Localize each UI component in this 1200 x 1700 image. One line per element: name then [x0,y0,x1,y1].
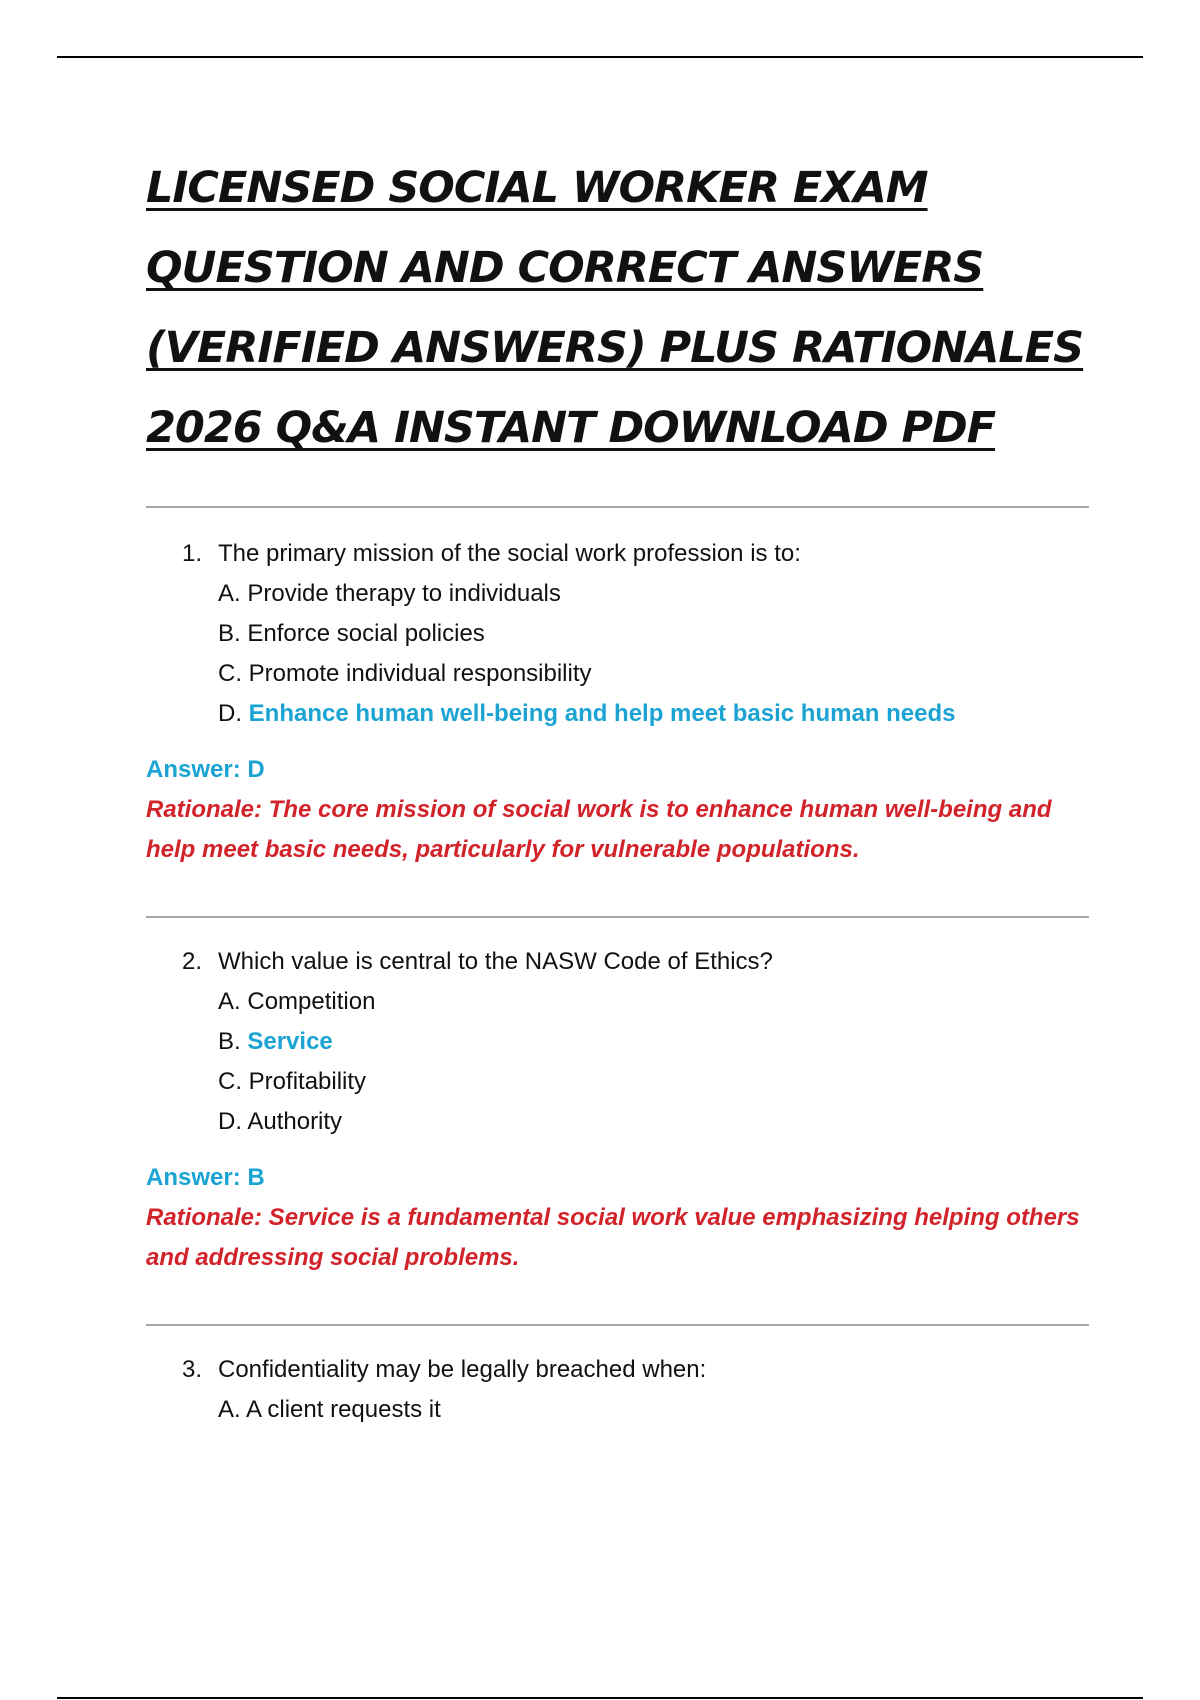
question-stem [146,534,1106,574]
separator [146,506,1089,508]
option-b: B. Enforce social policies [218,620,485,647]
title-line: LICENSED SOCIAL WORKER EXAM [146,163,928,213]
option-c: C. Profitability [218,1068,367,1095]
rationale-text: Rationale: Service is a fundamental social work value emphasizing helping others and addressing social problems. [146,1204,1080,1271]
question-number: 3. [182,1356,203,1383]
separator [146,916,1089,918]
option-a: A. Competition [218,988,376,1015]
title-line: 2026 Q&A INSTANT DOWNLOAD PDF [146,403,996,453]
question-stem [146,1350,1106,1390]
answer-label: Answer: B [146,1164,265,1191]
question-3 [146,1350,1106,1430]
option-a: A. Provide therapy to individuals [218,580,561,607]
rationale-text: Rationale: The core mission of social work is to enhance human well-being and help meet basic needs, particularly for vulnerable populations. [146,796,1052,863]
bottom-rule [57,1697,1143,1699]
question-text: The primary mission of the social work profession is to: [218,540,801,567]
option-b-correct: B. Service [218,1028,333,1055]
answer-label: Answer: D [146,756,265,783]
option-d-correct: D. Enhance human well-being and help meet basic human needs [218,700,956,727]
option-a: A. A client requests it [218,1396,441,1423]
question-stem [146,942,1106,982]
question-1 [146,534,1106,870]
question-text: Confidentiality may be legally breached when: [218,1356,707,1383]
question-2 [146,942,1106,1278]
option-c: C. Promote individual responsibility [218,660,592,687]
title-line: QUESTION AND CORRECT ANSWERS [146,243,984,293]
option-d: D. Authority [218,1108,343,1135]
document-title [146,148,1106,468]
separator [146,1324,1089,1326]
question-number: 2. [182,948,203,975]
title-line: (VERIFIED ANSWERS) PLUS RATIONALES [146,323,1084,373]
top-rule [57,56,1143,58]
question-text: Which value is central to the NASW Code of Ethics? [218,948,773,975]
question-number: 1. [182,540,203,567]
